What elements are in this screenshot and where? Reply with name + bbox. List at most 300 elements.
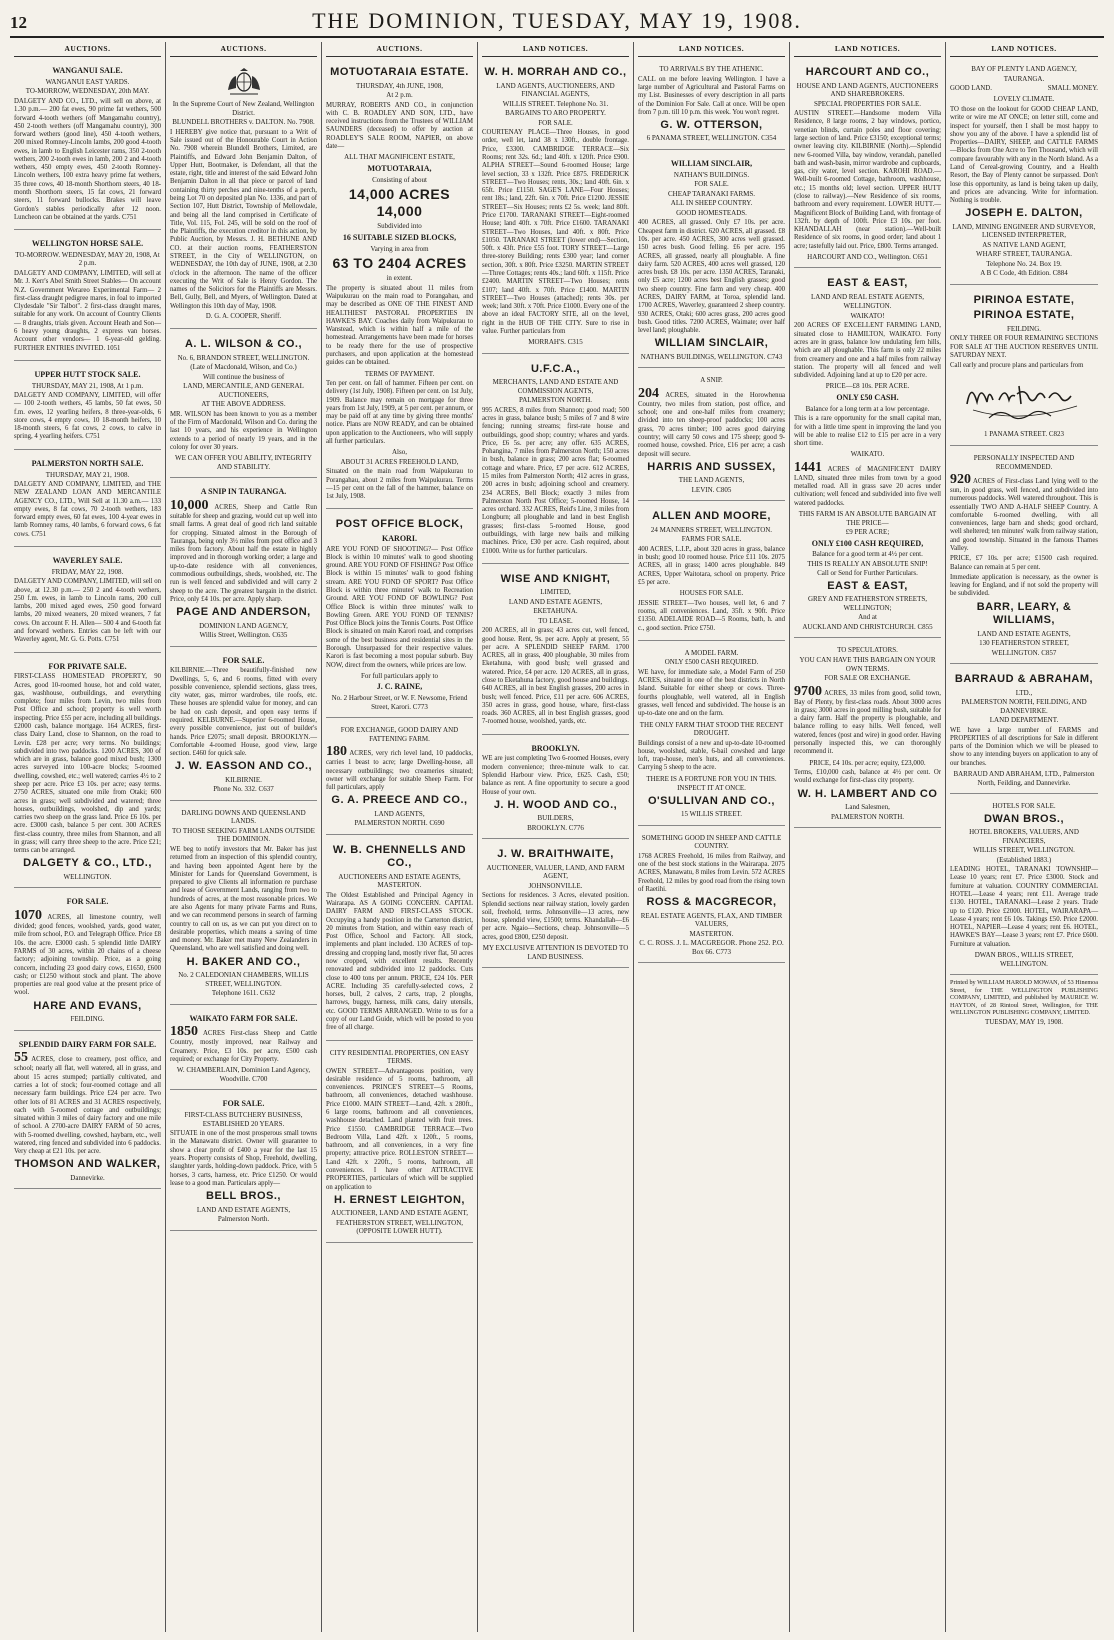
- waikato-farm-ad: [170, 1009, 317, 1091]
- ad-body: WE beg to notify investors that Mr. Baker has just returned from an inspection of this splendid country, and having been appointed Agent here by the Minister for Lands for Queensland Government, is prepared to give Clients all information re purchase and lease of Government Lands, ranging from two to hundreds of acres, at the most reasonable prices. We are also Agents for many private Farms and Runs, and we can recommend persons in search of farming country to call on us, as we can put you direct on to desirable properties, which means a saving of time and money. Mr. Baker met many New Zealanders in Queensland, who are well satisfied and doing well.: [170, 846, 317, 953]
- advertiser-name: J. W. EASSON AND CO.,: [174, 760, 313, 773]
- ad-heading: BROOKLYN.: [531, 743, 580, 753]
- ad-line: HOUSE AND LAND AGENTS, AUCTIONEERS AND SHAREBROKERS.: [796, 81, 939, 99]
- ad-line: Will continue the business of: [202, 372, 285, 381]
- ad-subheading: TERMS OF PAYMENT.: [364, 369, 435, 378]
- ad-body: 200 ACRES, all in grass; 43 acres cut, well fenced, good house. Rent, 9s. per acre. Apply at present, 55 per acre. A SPLENDID SHEEP FARM. 1700 ACRES, all in grass, 400 ploughable, 30 miles from Eketahuna, with good bush; well grassed and watered. Price, £4 per acre. 120 ACRES, all in grass, close to Eketahuna factory, good house and buildings. 640 ACRES, all in best English grasses, 200 acres in bush; well fenced. Price, £11 per acre. 606 ACRES, 350 acres in grass, good house, whare, first-class roads. 360 ACRES, all in best English grasses, good 7-roomed house, woolshed, yards, etc.: [482, 627, 629, 726]
- advertiser-name: BARR, LEARY, & WILLIAMS,: [976, 600, 1072, 627]
- acreage-number: 1070: [14, 908, 42, 924]
- advertiser-name: EAST & EAST,: [827, 277, 908, 290]
- morrah-ad: [482, 61, 629, 354]
- advertiser-phone: Phone No. 332. C637: [213, 785, 274, 794]
- advertiser-place: BROOKLYN. C776: [527, 823, 584, 832]
- ad-line: LAND AGENTS,: [374, 809, 425, 818]
- chennells-ad: [326, 839, 473, 1041]
- court-case: BLUNDELL BROTHERS v. DALTON. No. 7908.: [172, 118, 315, 127]
- auction-ad: [14, 61, 161, 230]
- ad-heading: MOTUOTARAIA ESTATE.: [330, 66, 469, 79]
- advertiser-place: PALMERSTON NORTH.: [518, 396, 593, 405]
- ad-body: DALGETY AND COMPANY, LIMITED, will sell on above, at 12.30 p.m.— 250 2 and 4-tooth wethers, 250 f.m. ewes, in lamb to Lincoln rams, 200 cull lambs, 200 mixed aged ewes, 250 good forward lambs, 20 mixed weaners, 20 mixed weaners, 7 fat cows. On account F. H. Allen— 500 4 and 6-tooth fat and forward wethers. Entries can be left with our Waverley agent, Mr. G. G. Potts. C751: [14, 578, 162, 644]
- ad-subheading: GOOD HOMESTEADS.: [676, 208, 747, 217]
- ad-body: PRICE, £7 10s. per acre; £1500 cash required. Balance can remain at 5 per cent.: [950, 555, 1098, 571]
- ad-subheading: HOUSES FOR SALE.: [679, 589, 744, 598]
- advertiser-place: PALMERSTON NORTH.: [830, 812, 905, 821]
- pirinoa-estate-ad: [950, 289, 1098, 446]
- ad-body: DALGETY AND COMPANY, LIMITED, and THE NEW ZEALAND LOAN AND MERCANTILE AGENCY CO., LTD., Will Sell at 11.30 a.m.— 133 empty ewes, 8 fat cows, 70 2-tooth wethers, 183 forward empty ewes, 60 fat ewes, 100 4-year ewes in lamb Romney rams, 40 lambs, 6 forward cows, 6 fat cows. C751: [14, 481, 161, 538]
- ad-line: LTD.,: [1015, 688, 1033, 697]
- ad-subheading: CHEAP TARANAKI FARMS.: [667, 189, 756, 198]
- imprint-date: TUESDAY, MAY 19, 1908.: [984, 1017, 1064, 1026]
- advertiser-phone: Telephone 1611. C632: [211, 989, 276, 998]
- ad-heading: DARLING DOWNS AND QUEENSLAND LANDS.: [181, 808, 306, 826]
- advertiser-signature: MORRAH'S. C315: [528, 338, 583, 347]
- ad-heading: TO ARRIVALS BY THE ATHENIC.: [659, 65, 764, 74]
- advertiser-address: No. 2 Harbour Street, or W. F. Newsome, Friend Street, Karori. C773: [331, 694, 468, 711]
- advertiser-address: No. 6, BRANDON STREET, WELLINGTON.: [177, 353, 310, 362]
- ad-heading: A SNIP.: [700, 376, 723, 385]
- ad-line: LAND, MINING ENGINEER AND SURVEYOR, LICENSED INTERPRETER,: [952, 222, 1096, 240]
- ad-heading: BAY OF PLENTY LAND AGENCY,: [971, 65, 1077, 74]
- advertiser-name: J. H. WOOD AND CO.,: [493, 798, 618, 811]
- ad-subheading: ONLY £500 CASH REQUIRED.: [664, 658, 759, 667]
- column-5: [634, 42, 790, 1632]
- advertiser-signature: BARRAUD AND ABRAHAM, LTD., Palmerston North, Feilding, and Dannevirke.: [953, 770, 1095, 787]
- column-3: [322, 42, 478, 1632]
- advertiser-address: WILLIS STREET. Telephone No. 31.: [502, 99, 609, 108]
- ad-body: OWEN STREET—Advantageous position, very desirable residence of 5 rooms, bathroom, all conveniences. PRINCE'S STREET—5 Rooms, bathroom, all conveniences, detached washhouse. Price £1000. MAIN STREET—Land, 42ft. x 280ft., 6 large rooms, bathroom and all conveniences, washhouse detached. Land planted with fruit trees. Price £1550. CAMBRIDGE TERRACE—Two Bedroom Villa, Land 42ft. x 120ft., 5 rooms, bathroom, and all conveniences, in a very fine property; attractive price. ROLLESTON STREET—Land 42ft. x 220ft., 5 rooms, bathroom, all conveniences. I have other ATTRACTIVE PROPERTIES, particulars of which will be supplied on application to: [326, 1067, 473, 1191]
- queensland-lands-ad: [170, 805, 317, 1005]
- column-header: LAND NOTICES.: [482, 42, 629, 57]
- ad-body: The Oldest Established and Principal Agency in Wairarapa. AS A GOING CONCERN. CAPITAL DAIRY FARM AND FIRST-CLASS STOCK. Occupying a handy position in the Carterton district, 20 minutes from Station, and within easy reach of Post Office, School and Factory. All stock, implements and plant included. 130 ACRES of top-dressing and cropping land, mostly river flat, 50 acres now cropped, with excellent results. Recently renovated and subdivided into 12 paddocks. Cuts close to 400 tons per annum. PRICE, £24 10s. PER ACRE. Including 35 carefully-selected cows, 2 horses, bull, 2 calves, 2 carts, trap, 2 ploughs, harrows, buggy, harness, milk cans, dairy utensils, etc. GOOD TERMS ARRANGED. Write to us for a copy of our Land Guide, which will be posted to you free of all charge.: [326, 891, 473, 1032]
- ad-body: Sections for residences. 3 Acres, elevated position. Splendid sections near railway station, lovely garden soil, freehold, terms. Johnsonville—13 acres, new house, splendid view, £1500; terms. Khandallah—£6 per acre. Ngaio—Sections, cheap. Johnsonville—5 acres, good £800, £250 deposit.: [482, 892, 629, 941]
- ad-body: ACRES First-class Sheep and Cattle Country, mostly improved, near Railway and Creamery. Price, £3 10s. per acre, £500 cash required; or exchange for City Property.: [170, 1030, 317, 1063]
- for-sale-ad: [14, 892, 161, 1030]
- ad-line: AUCTIONEERS AND ESTATE AGENTS, MASTERTON.: [338, 872, 461, 890]
- ad-subheading: FOR SALE.: [694, 180, 729, 189]
- ad-heading: TO-MORROW. WEDNESDAY, MAY 20, 1908, At 2 p.m.: [15, 250, 160, 268]
- masthead: [10, 8, 1104, 38]
- advertiser-address: WILLIS STREET, WELLINGTON.: [973, 846, 1075, 855]
- supreme-court-notice: [170, 61, 317, 329]
- ad-body: TO those on the lookout for GOOD CHEAP LAND, write or wire me AT ONCE; on letter still, come and inspect for yourself, then I shall be most happy to show you any of the above. I have a splendid list of Properties—DAIRY, SHEEP, and CATTLE FARMS—Blocks from One Acre to Ten Thousand, which will compare favourably with any in the North Island. As a Land of Cereal-growing Country, and a Health Resort, the Bay of Plenty cannot be surpassed. Don't lose this opportunity, as land is being taken up daily, and prices are advancing. Write for information. Nothing is trouble.: [950, 106, 1098, 205]
- column-1: [10, 42, 166, 1632]
- east-east-ad: [794, 272, 941, 638]
- ad-body: ACRES, Sheep and Cattle Run suitable for sheep and grazing, would cut up well into small farms. A great deal of good rich land suitable for cropping. Situated almost in the Borough of Tauranga, being only 3½ miles from post office and 3 miles from factory. About half the estate in highly improved and in thorough working order; a large and up-to-date residence with all conveniences, commodious outbuildings, sheds, woolshed, etc. The run is well fenced and subdivided and will carry 2 sheep to the acre. The greatest bargain in the district. Price, only £4 10s. per acre. Apply sharp.: [170, 504, 318, 603]
- ad-body: DALGETY AND COMPANY, LIMITED, will offer— 100 2-tooth wethers, 45 lambs, 50 fat ewes, 50 f.m. ewes, 12 yearling heifers, 8 three-year-olds, 6 store cows, 4 empty cows, 10 18-month heifers, 10 18-month steers, 6 fat cows, 2 cows, to calve in spring, 4 yearling heifers. C751: [14, 392, 161, 441]
- ad-line: THE LAND AGENTS,: [678, 476, 745, 485]
- ad-subheading: WAIKATO!: [850, 311, 885, 320]
- advertiser-place: LEVIN. C805: [691, 485, 732, 494]
- ad-heading: UPPER HUTT STOCK SALE.: [34, 369, 141, 379]
- column-4: [478, 42, 634, 1632]
- braithwaite-ad: [482, 843, 629, 968]
- ad-heading: TO SPECULATORS.: [837, 646, 898, 655]
- ad-body: I HEREBY give notice that, pursuant to a Writ of Sale issued out of the Honourable Court in Action No. 7908 wherein Blundell Brothers, Limited, are Plaintiffs, and Edward John Benjamin Dalton, of Upper Hutt, Bootmaker, is Defendant, all that the estate, right, title and interest of the said Edward John Benjamin Dalton in all that piece or parcel of land containing thirty perches and nine-tenths of a perch, being Lot 70 on deposited plan No. 1336, and part of Section 107, Hutt District, Township of Mellowdale, and being all the land comprised in Certificate of Title, Vol. 115, Fol. 245, will be sold on the roof of the Plaintiffs, the execution creditor in this action, by Public Auction, by Messrs. J. H. BETHUNE AND CO. at their auction rooms, FEATHERSTON STREET, in the City of WELLINGTON, on WEDNESDAY, the 10th day of JUNE, 1908, at 2.30 o'clock in the afternoon. The name of the officer executing the Writ of Sale is Henry Gordon. The names of the Solicitors for the Plaintiffs are Messrs. Bell, Gully, Bell, and Myers, of Wellington. Dated at Wellington this 10th day of May, 1908.: [170, 128, 317, 310]
- advertiser-name: H. BAKER AND CO.,: [186, 955, 301, 968]
- ad-body: 400 ACRES, L.I.P., about 320 acres in grass, balance in bush; good 10 roomed house. Price £11 10s. 2075 ACRES, all in grass; 1400 acres ploughable. 849 ACRES, Upper Waitotara, school on property. Price £5 per acre.: [638, 545, 785, 586]
- ad-body: ACRES, close to creamery, post office, and school; nearly all flat, well watered, all in grass, and about 15 acres stumped; partially cultivated, and carries a lot of stock; four-roomed cottage and all necessary farm buildings. Price £24 per acre. Two other lots of 81 ACRES and 31 ACRES respectively, each with 5-roomed cottage and outbuildings; situated within 3 miles of dairy factory and one mile of school. A 2700-acre DAIRY FARM of 50 acres, with 5-roomed dwelling, cowshed, haybarn, etc., well watered, ring fenced and subdivided into 6 paddocks. Very cheap at £21 10s. per acre.: [14, 1056, 161, 1156]
- ad-body: DALGETY AND CO., LTD., will sell on above, at 1.30 p.m.— 200 fat ewes, 90 prime fat wethers, 500 forward 4-tooth wethers (off Mangamahu country), 450 2-tooth wethers (off Mangamahu country), 300 forward wethers (good line), 450 4-tooth wethers, 200 mixed Romney-Lincoln lambs, 200 good 4-tooth ewes, in lamb to English Leicester rams, 350 2-tooth wethers, 200 2-tooth ewes in lamb, 200 2 and 4-tooth wethers, 450 empty ewes, 450 2-tooth Romney-Lincoln wethers, 100 extra heavy prime fat wethers, 35 three cows, 40 18-month Shorthorn steers, 40 18-month Shorthorn steers, 15 fat cows, 21 forward steers, 11 forward bullocks. Brakes will leave Gordon's stables periodically after 12 noon. Luncheon can be obtained at the yards. C751: [14, 97, 161, 221]
- bay-of-plenty-ad: [950, 61, 1098, 285]
- ad-heading: WANGANUI EAST YARDS.: [45, 77, 130, 86]
- ad-line: GOOD LAND.: [950, 85, 992, 93]
- column-header: AUCTIONS.: [14, 42, 161, 57]
- column-header: AUCTIONS.: [326, 42, 473, 57]
- ad-line: SMALL MONEY.: [1047, 85, 1098, 93]
- speculators-ad: [794, 642, 941, 828]
- ad-subheading: SPECIAL PROPERTIES FOR SALE.: [813, 99, 922, 108]
- hotels-ad: [950, 798, 1098, 975]
- ufca-ad: [482, 358, 629, 564]
- ad-line: AS NATIVE LAND AGENT,: [982, 240, 1066, 249]
- advertiser-name: HARE AND EVANS,: [33, 999, 142, 1012]
- advertiser-name: EAST & EAST,: [827, 579, 908, 592]
- ad-line: PRICE, £4 10s. per acre; equity, £23,000.: [809, 758, 926, 767]
- page-number: 12: [10, 13, 27, 32]
- ad-body: Ten per cent. on fall of hammer. Fifteen per cent. on delivery (1st July, 1908). Fifteen per cent. on 1st July, 1909. Balance may remain on mortgage for three years from 1st July, 1909, at 5 per cent. per annum, or may be paid off at any time by giving three months' notice. Plans are NOW READY, and can be obtained upon application to the Auctioneers, who will supply all further particulars.: [326, 380, 473, 445]
- column-2: [166, 42, 322, 1632]
- advertiser-address: 24 MANNERS STREET, WELLINGTON.: [650, 525, 773, 534]
- ad-line: MY EXCLUSIVE ATTENTION IS DEVOTED TO LAND BUSINESS.: [482, 944, 629, 961]
- estate-name: MOTUOTARAIA,: [367, 163, 432, 173]
- ad-body: ACRES of MAGNIFICENT DAIRY LAND, situated three miles from town by a good metalled road. All in grass save 20 acres under cultivation; well fenced and subdivided into five well watered paddocks.: [794, 465, 942, 507]
- advertiser-place: WELLINGTON. C857: [991, 648, 1057, 657]
- ad-heading: SPLENDID DAIRY FARM FOR SALE.: [18, 1039, 157, 1049]
- ad-body: ACRES, 33 miles from good, solid town, Bay of Plenty, by first-class roads. About 3000 acres in grass; 3000 acres in good milling bush, suitable for a dairy farm. Half the property is ploughable, and balance rolling to easy hills. Well fenced, well watered, fences (post and wire) in good order. Having personally inspected this, we can thoroughly recommend it.: [794, 689, 942, 756]
- tauranga-snip-ad: [170, 482, 317, 646]
- ad-body: ACRES of First-class Land lying well to the sun, in good grass, well fenced, and subdivided into numerous paddocks. Well watered throughout. This is essentially TWO AND A-HALF SHEEP Country. A comfortable 6-roomed dwelling, with all conveniences, large barn and sheds; good orchard, well sheltered; ten minutes' walk from railway station, and good township. Situated in the famous Thames Valley.: [950, 478, 1098, 553]
- ad-line: THERE IS A FORTUNE FOR YOU IN THIS.: [646, 774, 777, 783]
- ad-line: Land Salesmen,: [845, 803, 890, 812]
- wilson-ad: [170, 333, 317, 478]
- advertiser-place: PALMERSTON NORTH. C690: [354, 819, 445, 828]
- ad-subheading: TO LEASE.: [538, 616, 573, 625]
- ad-body: ACRES, all limestone country, well divided; good fences, woolshed, yards, good water, mile from school, P.O. and Telegraph Office. Price £8 10s. the acre. £3000 cash. 5 splendid little DAIRY FARMS of 30 acres, within 20 chains of a cheese factory; adjoining township. Price, as a going concern, including 23 good dairy cows, £1650, £600 cash; or £1250 without stock and plant. The above properties are real good value at the present price of wool.: [14, 914, 161, 997]
- advertiser-name: HARCOURT AND CO.,: [805, 66, 930, 79]
- sheep-cattle-ad: [638, 830, 785, 964]
- ad-heading: WELLINGTON HORSE SALE.: [31, 239, 144, 249]
- ad-body: FIRST-CLASS HOMESTEAD PROPERTY, 90 Acres, good 10-roomed house, hot and cold water, gas, washhouse, outbuildings, and everything complete; four miles from Levin, two miles from Post Office and school; property is well worth inspecting. Price £55 per acre, including all buildings. £2000 cash, balance mortgage. 164 ACRES, first-class Dairy Land, close to Shannon, on the road to Levin. £28 per acre; very terms. No buildings; subdivided into two paddocks. 1200 ACRES, 300 of which are in grass, balance good mixed bush; 1300 acres surveyed into 100-acre blocks; 5-roomed dwelling, cowshed, etc.; well watered; carries 4½ to 2 sheep per acre. Price £3 10s. per acre; easy terms. 2750 ACRES, situated one mile from Otaki; 600 acres in grass; well subdivided and watered; three houses, outbuildings, woolshed, dip and yards; carries two sheep on the grass land. Price £6 10s. per acre. £3000 cash, balance 5 per cent. 300 ACRES first-class country, three miles from Shannon, and all in grass; will carry three sheep to the acre. Price £21; terms can be arranged.: [14, 673, 161, 855]
- auction-ad: [14, 365, 161, 450]
- auction-ad: [14, 454, 161, 547]
- ad-line: BUILDERS,: [537, 814, 574, 823]
- column-header: LAND NOTICES.: [638, 42, 785, 57]
- imprint-text: Printed by WILLIAM HAROLD MOWAN, of 53 Hinemoa Street, for THE WELLINGTON PUBLISHING COMPANY, LIMITED, and published by MAURICE W. HAYTON, of 28 Rintoul Street, Wellington, for THE WELLINGTON PUBLISHING COMPANY, LIMITED.: [950, 979, 1098, 1017]
- ad-line: Consisting of about: [372, 175, 427, 184]
- advertiser-place: WELLINGTON.: [63, 872, 112, 881]
- advertiser-place: EKETAHUNA.: [533, 607, 578, 616]
- ad-line: LAND AND REAL ESTATE AGENTS,: [811, 292, 924, 301]
- ad-heading: WAIKATO FARM FOR SALE.: [189, 1013, 298, 1023]
- ad-heading: CITY RESIDENTIAL PROPERTIES, ON EASY TERMS.: [329, 1048, 470, 1066]
- ad-heading: A SNIP IN TAURANGA.: [200, 487, 287, 497]
- ad-line: WE CAN OFFER YOU ABILITY, INTEGRITY AND STABILITY.: [175, 454, 312, 471]
- auction-time: At 2 p.m.: [386, 91, 413, 100]
- ad-body: Call early and procure plans and particulars from: [950, 362, 1084, 370]
- ad-body: KILBIRNIE.—Three beautifully-finished new Dwellings, 5, 6, and 6 rooms, fitted with every possible convenience, splendid sections, glass trees, city water, gas, mirror wardrobes, tile roofs, etc. These houses are splendid value for money, and can be had on cash deposit, and open easy terms if required. KELBURNE.—Superior 6-roomed House, every possible convenience, just out of builder's hands. Price £2075; small deposit. BROOKLYN.—Comfortable 4-roomed House, good view, large section. £460 for quick sale.: [170, 667, 317, 758]
- ad-body: WE have, for immediate sale, a Model Farm of 250 ACRES, situated in one of the best districts in North Island. Suitable for either sheep or cows. Three-fourths ploughable, well watered, all in English grasses, well fenced and subdivided. The house is an up-to-date one and on the farm.: [638, 668, 785, 718]
- ad-line: 16 SUITABLE SIZED BLOCKS,: [342, 232, 457, 242]
- ad-heading: THURSDAY, MAY 21, 1908.: [45, 470, 130, 479]
- ad-subheading: BARGAINS TO ARO PROPERTY.: [505, 109, 606, 118]
- acreage-number: 920: [950, 472, 971, 488]
- ad-subheading: ALL IN SHEEP COUNTRY.: [670, 199, 753, 208]
- ad-body: 995 ACRES, 8 miles from Shannon; good road; 500 acres in grass, balance bush; 5 miles of 7 and 8 wire fencing; running streams; first-rate house and outbuildings, good shop; country; whares and yards. Price, £6 5s. per acre; any offer. 635 ACRES, Pohangina, 7 miles from Palmerston North; 150 acres in bush, balance in grass; 200 acres flat; 6-roomed cottage and whare. Price, £7 per acre. 612 ACRES, 15 miles from Palmerston North; 412 acres in grass, 200 acres in bush; adjoining school and creamery. 234 ACRES, Bell Block; exactly 3 miles from Palmerston North Post Office; 5-roomed House, 14 acres orchard. 332 ACRES, Reid's Line, 3 miles from Longburn; all ploughable and land in best English grasses; first-class 5-roomed House, good outbuildings, with large new bails and milking machines. Price, £30 per acre. Cash required, about £1000. Write us for further particulars.: [482, 406, 629, 555]
- ad-body: JESSIE STREET—Two houses, well let, 6 and 7 rooms, all conveniences. Land, 35ft. x 90ft. Price £1350. ADELAIDE ROAD—5 Rooms, bath, h. and c., good section. Price £750.: [638, 599, 785, 632]
- ad-body: CALL on me before leaving Wellington. I have a large number of Agricultural and Pastoral Farms on my List. Businesses of every description in all parts of the Dominion For Sale. Call at once. Will be open from 7 p.m. till 10 p.m. this week. You won't regret.: [638, 75, 785, 116]
- advertiser-name: BELL BROS.,: [206, 1190, 281, 1203]
- ad-place: KARORI.: [382, 533, 417, 543]
- ad-line: THIS FARM IS AN ABSOLUTE BARGAIN AT THE PRICE—: [798, 510, 937, 527]
- printer-imprint: [950, 979, 1098, 1026]
- advertiser-name: WILLIAM SINCLAIR,: [654, 337, 769, 350]
- advertiser-name: ROSS & MACGRECOR,: [646, 896, 777, 909]
- ad-body: DALGETY AND COMPANY, LIMITED, will sell at Mr. J. Kerr's Abel Smith Street Stables— On account N.Z. Government Werareo Experimental Farm— 2 first-class draught pedigree mares, in foal to imported Clydesdale "Sir Talbot". 2 first-class draught mares, suitable for any work. On account of Country Clients— 8 draughts, trials given. Account Heath and Son— 6 heavy young draughts, 2 express van horses. Account other vendors— 1 6-year-old gelding. FURTHER ENTRIES INVITED. 1051: [14, 269, 161, 352]
- ad-heading: WAVERLEY SALE.: [52, 556, 123, 566]
- ad-line: REAL ESTATE AGENTS, FLAX, AND TIMBER VALUERS,: [640, 911, 783, 929]
- kilbirnie-ad: [170, 651, 317, 801]
- city-properties-ad: [326, 1045, 473, 1243]
- acreage-number: 10,000: [170, 498, 209, 514]
- ad-subheading: FARMS FOR SALE.: [681, 535, 742, 544]
- advertiser-name: WISE AND KNIGHT,: [500, 572, 611, 585]
- ad-line: AT THE ABOVE ADDRESS.: [201, 400, 286, 409]
- ad-body: 1768 ACRES Freehold, 16 miles from Railway, and one of the best stock stations in the Wairarapa. 2075 ACRES, Manawatu, 8 miles from Levin. 572 ACRES Freehold, 12 miles by good road from the rising town of Raetihi.: [638, 852, 785, 893]
- advertiser-name: U.F.C.A.,: [530, 362, 581, 375]
- post-office-block-ad: [326, 513, 473, 718]
- ad-heading: THURSDAY, MAY 21, 1908, At 1 p.m.: [31, 381, 144, 390]
- advertiser-address: Willis Street, Wellington. C635: [199, 631, 288, 640]
- ad-heading: PERSONALLY INSPECTED AND RECOMMENDED.: [973, 453, 1075, 471]
- ad-line: MERCHANTS, LAND AND ESTATE AND COMMISSION AGENTS,: [492, 378, 619, 395]
- advertiser-address: 1 PANAMA STREET. C823: [983, 430, 1065, 439]
- ad-body: Terms, £10,000 cash, balance at 4½ per cent. Or would exchange for first-class city property.: [794, 769, 941, 785]
- auction-ad: [14, 234, 161, 361]
- ad-heading: PIRINOA ESTATE,: [973, 293, 1075, 306]
- advertiser-place: MASTERTON.: [689, 929, 734, 938]
- ad-line: (Late of Macdonald, Wilson, and Co.): [190, 363, 297, 372]
- ad-heading: SOMETHING GOOD IN SHEEP AND CATTLE COUNTRY.: [641, 833, 782, 851]
- mckee-signature-logo: [959, 374, 1089, 426]
- advertiser-name: JOSEPH E. DALTON,: [965, 207, 1083, 220]
- ad-subheading: YOU CAN HAVE THIS BARGAIN ON YOUR OWN TERMS.: [799, 656, 936, 673]
- ad-heading: FRIDAY, MAY 22, 1908.: [51, 567, 124, 576]
- ad-body: 200 ACRES OF EXCELLENT FARMING LAND, situated close to HAMILTON, WAIKATO. Forty acres are in grass, balance low undulating fern hills, which are all ploughable. This farm is only 22 miles from creamery and one and a half miles from railway station. The property will all fenced and well subdivided. Adjoining land at up to £20 per acre.: [794, 322, 941, 380]
- column-header: LAND NOTICES.: [794, 42, 941, 57]
- ad-subheading: LAND DEPARTMENT.: [989, 716, 1059, 725]
- col1-auction-list: [14, 61, 161, 652]
- ad-line: LAND AND ESTATE AGENTS,: [508, 597, 603, 606]
- motuotaraia-estate-ad: [326, 61, 473, 509]
- advertiser-name: J. W. BRAITHWAITE,: [497, 848, 614, 861]
- private-sale-ad: [14, 657, 161, 889]
- advertiser-address: No. 2 CALEDONIAN CHAMBERS, WILLIS STREET, WELLINGTON.: [178, 971, 309, 988]
- ad-line: LAND, MERCANTILE, AND GENERAL AUCTIONEERS,: [183, 382, 304, 399]
- model-farm-ad: [638, 645, 785, 826]
- column-6: [790, 42, 946, 1632]
- advertiser-name: DALGETY & CO., LTD.,: [23, 857, 152, 870]
- advertiser-address: 6 PANAMA STREET, WELLINGTON. C354: [646, 134, 777, 143]
- ad-body: AUSTIN STREET.—Handsome modern Villa Residence, 8 large rooms, 2 bay windows, portico, venetian blinds, curtain poles and floor covering; large section of land. Price £3150; exceptional terms; owner leaving city. KILBIRNIE (North).—Splendid new 6-roomed Villa, bay window, verandah, panelled bath and wash-basin, mirror wardrobe and cupboards, gas, city water, level section. KAROHI ROAD.—Well-built 6-roomed Cottage, bathroom, washhouse, etc.; 15 months old; level section. UPPER HUTT (close to railway).—New Residence of six rooms, bathroom and every requirement. LOWER HUTT.—Magnificent Block of Building Land, with frontage of 132ft. by depth of 100ft. Price £3 10s. per foot. KHANDALLAH (near station).—Well-built Residence of six rooms, in good order; land about 1 acre; tastefully laid out. Price, £800. Terms arranged.: [794, 110, 941, 250]
- advertiser-name: G. W. OTTERSON,: [660, 119, 763, 132]
- ad-line: Varying in area from: [370, 244, 429, 253]
- ad-body: ACRES, very rich level land, 10 paddocks, carries 1 beast to acre; large Dwelling-house, all necessary outbuildings; two creameries situated; owner will exchange for suitable Sheep Farm. For full particulars, apply: [326, 750, 473, 792]
- ad-body: This is a rare opportunity for the small capital man, for with a little time spent in improving the land you will be able to realise £12 to £15 per acre in a very short time.: [794, 415, 941, 448]
- ad-subheading: ABOUT 31 ACRES FREEHOLD LAND,: [340, 457, 459, 466]
- advertiser-name: G. A. PREECE AND CO.,: [331, 794, 468, 807]
- ad-line: And at: [858, 613, 877, 622]
- ad-line: Also,: [392, 448, 407, 457]
- ad-body: MR. WILSON has been known to you as a member of the Firm of Macdonald, Wilson and Co. during the last 10 years, and his experience in Wellington extends to a period of nearly 19 years, and in the colony for over 30 years.: [170, 410, 317, 451]
- advertiser-address: NATHAN'S BUILDINGS.: [673, 170, 750, 179]
- ad-line: A B C Code, 4th Edition. C884: [980, 269, 1068, 278]
- advertiser-signature: DWAN BROS., WILLIS STREET, WELLINGTON.: [974, 950, 1074, 968]
- ad-line: LOVELY CLIMATE.: [993, 95, 1055, 104]
- advertiser-address: 130 FEATHERSTON STREET,: [979, 639, 1069, 648]
- ad-line: HOTEL BROKERS, VALUERS, AND FINANCIERS,: [969, 828, 1079, 845]
- ad-line: PRICE—£8 10s. PER ACRE.: [825, 382, 910, 391]
- personally-inspected-ad: [950, 450, 1098, 664]
- athenic-arrivals-ad: [638, 61, 785, 150]
- snip-ad: [638, 372, 785, 501]
- ad-place: FEILDING.: [1006, 324, 1042, 333]
- ad-body: Immediate application is necessary, as the owner is leaving for England, and if not sold the property will be subdivided.: [950, 573, 1098, 598]
- column-header: LAND NOTICES.: [950, 42, 1098, 57]
- ad-line: C. C. ROSS. J. L. MACGREGOR. Phone 252. P.O. Box 66. C773: [639, 939, 784, 956]
- advertiser-place: KILBIRNIE.: [225, 775, 262, 784]
- auction-date: THURSDAY, 4th JUNE, 1908,: [355, 81, 444, 90]
- acreage-number: 1850: [170, 1024, 198, 1040]
- ad-line: Balance for a good term at 4½ per cent.: [812, 550, 923, 559]
- advertiser-place: PALMERSTON NORTH, FEILDING, AND DANNEVIRKE.: [961, 698, 1087, 715]
- advertiser-address: NATHAN'S BUILDINGS, WELLINGTON. C743: [640, 352, 783, 361]
- ad-heading: FOR SALE.: [222, 1099, 265, 1109]
- acreage-number: 180: [326, 744, 347, 760]
- ad-heading: PIRINOA ESTATE,: [973, 309, 1075, 322]
- advertiser-place: Dannevirke.: [70, 1173, 105, 1182]
- ad-subheading: FOR SALE.: [538, 118, 573, 127]
- ad-line: INSPECT IT AT ONCE.: [677, 784, 746, 793]
- advertiser-name: O'SULLIVAN AND CO.,: [647, 794, 775, 807]
- ad-body: SITUATE in one of the most prosperous small towns in the Manawatu district. Owner will guarantee to show a clear profit of £400 a year for the last 15 years. Property consists of Shop, Freehold, dwelling, slaughter yards, holding-down paddock. Price, with 5 horses, 3 carts, harness, etc. Price £1250. Or would lease to a good man. Particulars apply—: [170, 1130, 317, 1187]
- ad-heading: TO-MORROW, WEDNESDAY, 20th MAY.: [25, 87, 150, 96]
- ad-body: WE have a large number of FARMS and PROPERTIES of all descriptions for Sale in different parts of the Dominion which we will be pleased to show to any intending buyers on application to any of our branches.: [950, 726, 1098, 767]
- advertiser-phone: Telephone No. 24. Box 19.: [986, 259, 1062, 268]
- sheriff-signature: D. G. A. COOPER, Sheriff.: [205, 312, 282, 320]
- royal-coat-of-arms-icon: [224, 68, 264, 96]
- advertiser-address: WHARF STREET, TAURANGA.: [975, 250, 1072, 259]
- ad-heading: A MODEL FARM.: [684, 648, 739, 657]
- advertiser-name: WILLIAM SINCLAIR,: [670, 159, 753, 169]
- advertiser-name: W. CHAMBERLAIN, Dominion Land Agency, Woodville. C700: [176, 1066, 311, 1083]
- ad-body: WE are just completing Two 6-roomed Houses, every modern convenience; three-minute walk to car. Splendid Harbour view. Price, £625. Cash, £50; balance as rent. A fine opportunity to secure a good House of your own.: [482, 755, 629, 796]
- ad-heading: FOR EXCHANGE, GOOD DAIRY AND FATTENING FARM.: [340, 726, 459, 743]
- ad-line: For full particulars apply to: [361, 671, 438, 680]
- advertiser-name: W. H. MORRAH AND CO.,: [484, 66, 627, 79]
- ad-line: THIS IS REALLY AN ABSOLUTE SNIP!: [807, 559, 928, 568]
- barraud-abraham-ad: [950, 668, 1098, 794]
- ad-line: Call or Send for Further Particulars.: [817, 569, 918, 578]
- ad-heading: FOR SALE.: [66, 897, 109, 907]
- advertiser-name: W. H. LAMBERT AND CO: [797, 787, 938, 800]
- ad-body: ACRES, situated in the Horowhenua Country, two miles from station, post office, and school; one and one-half miles from creamery; divided into ten sheep-proof paddocks; 100 acres grass, 70 acres timber; 100 acres good dairying country; will carry 50 cows and 175 sheep; good 9-roomed house, cowshed. Price, £16 per acre; a cash deposit will secure.: [638, 391, 785, 458]
- allen-moore-ad: [638, 505, 785, 641]
- advertiser-name: H. ERNEST LEIGHTON,: [334, 1193, 465, 1206]
- ad-body: LEADING HOTEL, TARANAKI TOWNSHIP—Lease 10 years; rent £7. Price £3000. Stock and furniture at valuation. COUNTRY COMMERCIAL HOTEL—Lease 4 years; rent £11. Average trade £130. HOTEL, TARANAKI—Lease 2 years. Trade up to £120. Price £2000. HOTEL, WAIRARAPA—Lease 4 years; rent £6 10s. Takings £50. Price £2000. HOTEL, NAPIER—Lease 4 years; rent £6. HOTEL, HAWKE'S BAY—Lease 3 years; rent £7. Price £600. Furniture at valuation.: [950, 866, 1098, 948]
- advertiser-address: 15 WILLIS STREET.: [681, 810, 742, 819]
- wise-knight-ad: [482, 568, 629, 735]
- estate-acreage: 14,000 ACRES 14,000: [348, 186, 451, 220]
- ad-line: ONLY £50 CASH.: [836, 392, 899, 402]
- ad-line: AUCTIONEER, LAND AND ESTATE AGENT,: [331, 1209, 468, 1218]
- advertiser-place: JOHNSONVILLE.: [528, 881, 583, 890]
- advertiser-name: A. L. WILSON & CO.,: [184, 338, 303, 351]
- ad-subheading: WAIKATO.: [850, 450, 885, 459]
- ad-line: LAND AND ESTATE AGENTS,: [977, 629, 1071, 638]
- ad-line: in extent.: [386, 274, 413, 283]
- ad-line: LAND AND ESTATE AGENTS,: [196, 1205, 291, 1214]
- ad-body: Situated on the main road from Waipukurau to Porangahau, about 2 miles from Waipukurau. Terms—15 per cent on the fall of the hammer, balance on 1st July, 1908.: [326, 468, 473, 501]
- ad-subheading: FOR SALE OR EXCHANGE.: [824, 674, 911, 683]
- acreage-number: 9700: [794, 683, 822, 699]
- newspaper-title: THE DOMINION, TUESDAY, MAY 19, 1908.: [312, 8, 802, 33]
- ad-body: Buildings consist of a new and up-to-date 10-roomed house, woolshed, stable, 6-bail cowshed and large loft, trap-house, men's huts, and all conveniences. Carrying 5 sheep to the acre.: [638, 739, 785, 772]
- columns: [10, 42, 1104, 1632]
- advertiser-name: BARRAUD & ABRAHAM,: [954, 673, 1094, 686]
- column-header: AUCTIONS.: [170, 42, 317, 57]
- advertiser-place: WELLINGTON.: [843, 302, 892, 311]
- ad-heading: POST OFFICE BLOCK,: [335, 518, 464, 531]
- ad-body: COURTENAY PLACE—Three Houses, in good order, well let, land 38 x 130ft., double frontage. Price, £3300. CAMBRIDGE TERRACE—Six Rooms; rent 32s. 6d.; land 40ft. x 120ft. Price £900. ALPHA STREET—Sound 6-roomed House; large level section, 33 x 132ft. Price £875. FREDERICK STREET—Two Houses; rents, 30s.; land 40ft. 6in. x 65ft. Price £1150. SAGE'S LANE—Four Houses; rent 18s.; land, 22ft. 6in. x 70ft. Price £1200. JESSIE STREET—Six Houses; rents £2 5s. week; land 80ft. Price £1700. TARANAKI STREET—Eight-roomed House; land 40ft. x 70ft. Price £1600. TARANAKI STREET—Two Houses, land 40ft. x 80ft. Price £1050. TARANAKI STREET (lower end)—Section, 50ft. x 43ft. Price £55 foot. TORY STREET—Large three-storey Building; rents £300 year; land corner section, 30ft. x 80ft. Price £3250. MARTIN STREET—Three Cottages; rents 40s.; land 60ft. x 115ft. Price £2400. MARTIN STREET—Two Houses; rents £107; land 40ft. x 70ft. Price £1400. MARTIN STREET—Two Houses (attached); rents 30s. per week; land 30ft. x 70ft. Price £1000. Every one of the above an ideal FACTORY SITE, all on the level, right in the HUB OF THE CITY. Sure to rise in value. Further particulars from: [482, 129, 629, 335]
- ad-subheading: THE ONLY FARM THAT STOOD THE RECENT DROUGHT.: [639, 720, 784, 738]
- ad-line: ALL THAT MAGNIFICENT ESTATE,: [344, 153, 455, 162]
- acreage-number: 1441: [794, 459, 822, 475]
- ad-line: AUCTIONEER, VALUER, LAND, AND FARM AGENT,: [486, 863, 625, 881]
- ad-line: Subdivided into: [377, 222, 422, 231]
- advertiser-name: HARRIS AND SUSSEX,: [647, 460, 776, 473]
- acreage-number: 204: [638, 385, 659, 401]
- dairy-farm-ad: [14, 1035, 161, 1190]
- advertiser-address: FEATHERSTON STREET, WELLINGTON, (OPPOSITE LOWER HUTT).: [335, 1218, 464, 1236]
- ad-subheading: FIRST-CLASS BUTCHERY BUSINESS, ESTABLISHED 20 YEARS.: [184, 1111, 303, 1128]
- acreage-number: 55: [14, 1050, 28, 1066]
- ad-heading: WANGANUI SALE.: [52, 66, 123, 76]
- ad-line: LIMITED,: [540, 588, 571, 597]
- ad-body: The property is situated about 11 miles from Waipukurau on the main road to Porangahau, and may be described as ONE OF THE FINEST AND HEALTHIEST PASTORAL PROPERTIES IN HAWKE'S BAY. Coaches daily from Waipukurau to Wanstead, which is within half a mile of the homestead. Arrangements have been made for horses to be ready there for the use of prospective purchasers, and upon application at the homestead guides can be obtained.: [326, 284, 473, 367]
- ad-body: 400 ACRES, all grassed. Only £7 10s. per acre. Cheapest farm in district. 620 ACRES, all grassed. £8 10s. per acre. 450 ACRES, 300 acres well grassed. 150 acres bush. Good felling. £6 per acre. 195 ACRES, all grassed, nearly all ploughable. A fine dairy farm. 520 ACRES, 400 acres well grassed, 120 acres bush. £8 10s. per acre. 1350 ACRES, Taranaki, only £5 acre; 1200 acres best English grasses; good two sheep country. Fine farm and very cheap. 400 ACRES, DAIRY FARM, at Toroa, splendid land. 1700 ACRES, Waverley, guaranteed 2 sheep country. 930 ACRES, Otaki; 600 acres grass, 200 acres good bush. Good titles. 7200 ACRES, Waimate; over half level land; ploughable.: [638, 219, 785, 335]
- harcourt-ad: [794, 61, 941, 268]
- advertiser-name: W. B. CHENNELLS AND CO.,: [332, 843, 467, 870]
- ad-body: ONLY THREE OR FOUR REMAINING SECTIONS FOR SALE AT THE AUCTION RESERVES UNTIL SATURDAY NEXT.: [950, 335, 1098, 359]
- exchange-ad: [326, 722, 473, 835]
- butchery-ad: [170, 1094, 317, 1230]
- brooklyn-ad: [482, 739, 629, 840]
- auction-ad: [14, 551, 161, 653]
- ad-line: (Established 1883.): [996, 855, 1052, 864]
- ad-place: TAURANGA.: [1003, 74, 1045, 83]
- advertiser-signature: HARCOURT AND CO., Wellington. C651: [807, 252, 928, 261]
- ad-line: £9 PER ACRE;: [845, 528, 890, 537]
- ad-line: LAND AGENTS, AUCTIONEERS, AND FINANCIAL AGENTS,: [496, 81, 615, 99]
- ad-heading: FOR PRIVATE SALE.: [48, 661, 127, 671]
- column-7: [946, 42, 1102, 1632]
- advertiser-name: ALLEN AND MOORE,: [652, 510, 771, 523]
- advertiser-name: DWAN BROS.,: [983, 812, 1065, 825]
- court-heading: In the Supreme Court of New Zealand, Wellington District.: [172, 100, 315, 117]
- ad-line: DOMINION LAND AGENCY,: [199, 621, 288, 630]
- advertiser-name: J. C. RAINE,: [376, 682, 423, 692]
- advertiser-address: GREY AND FEATHERSTON STREETS, WELLINGTON;: [807, 595, 927, 612]
